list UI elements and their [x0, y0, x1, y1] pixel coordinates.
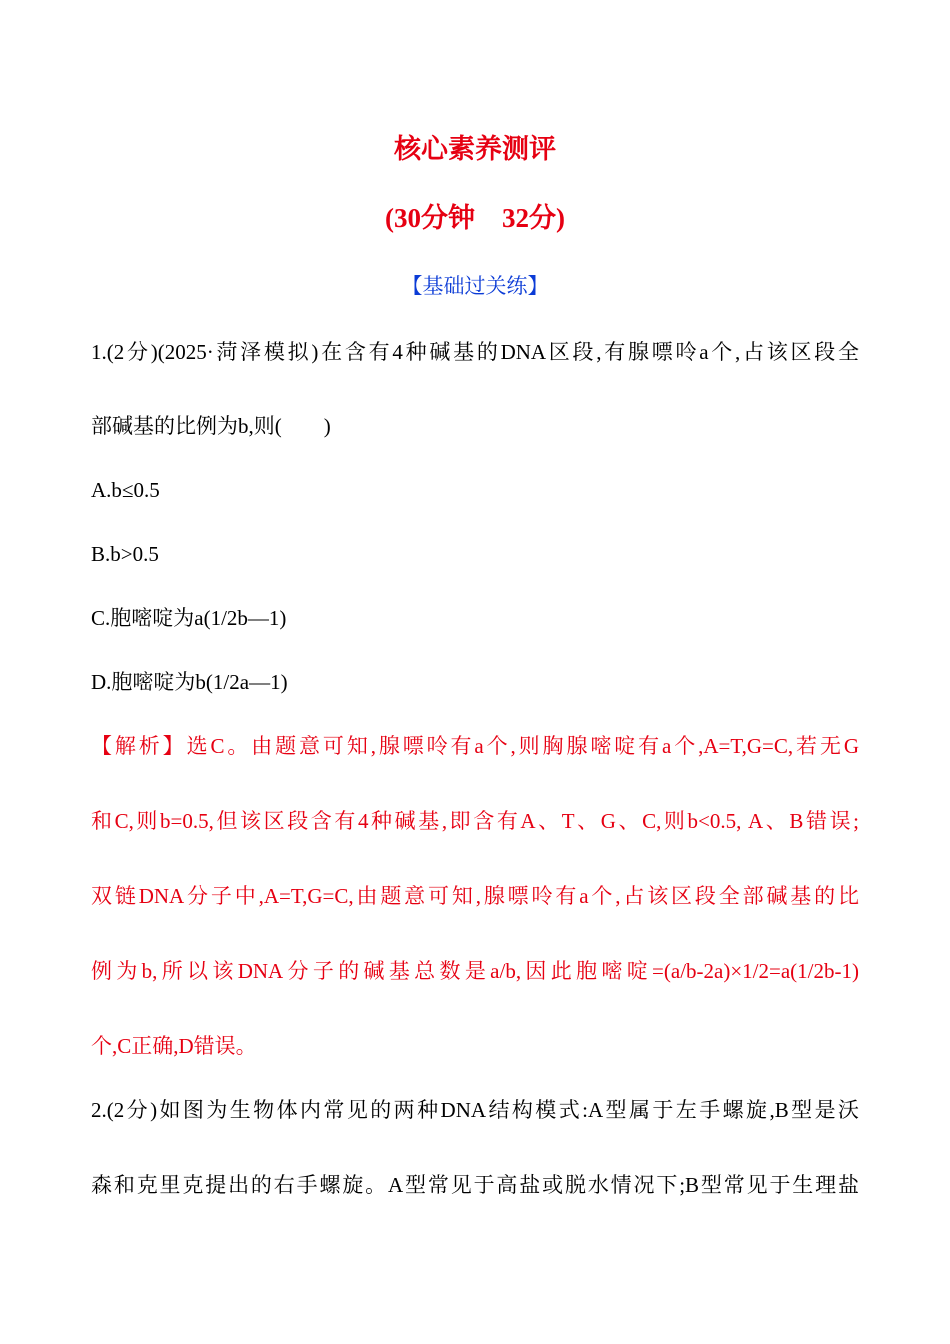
q1-option-c: C.胞嘧啶为a(1/2b—1)	[91, 606, 287, 630]
q1-option-a: A.b≤0.5	[91, 478, 160, 502]
page-subtitle: (30分钟 32分)	[385, 203, 565, 233]
q1-option-b: B.b>0.5	[91, 542, 159, 566]
q1-stem-line-2: 部碱基的比例为b,则( )	[91, 414, 331, 438]
q1-analysis-line-5: 个,C正确,D错误。	[91, 1034, 257, 1058]
q2-stem-line-2: 森和克里克提出的右手螺旋。A型常见于高盐或脱水情况下;B型常见于生理盐	[91, 1173, 859, 1197]
q1-analysis-line-4: 例为b,所以该DNA分子的碱基总数是a/b,因此胞嘧啶=(a/b-2a)×1/2=a(1/2b-1)	[91, 959, 859, 983]
page-title: 核心素养测评	[394, 134, 556, 164]
section-heading: 【基础过关练】	[401, 274, 549, 298]
q1-analysis-line-1: 【解析】选C。由题意可知,腺嘌呤有a个,则胸腺嘧啶有a个,A=T,G=C,若无G	[91, 734, 859, 758]
q1-analysis-line-3: 双链DNA分子中,A=T,G=C,由题意可知,腺嘌呤有a个,占该区段全部碱基的比	[91, 884, 859, 908]
q1-analysis-line-2: 和C,则b=0.5,但该区段含有4种碱基,即含有A、T、G、C,则b<0.5, A、B错误;	[91, 809, 859, 833]
q1-option-d: D.胞嘧啶为b(1/2a—1)	[91, 670, 288, 694]
q1-stem-line-1: 1.(2分)(2025·菏泽模拟)在含有4种碱基的DNA区段,有腺嘌呤a个,占该区段全	[91, 340, 859, 364]
q2-stem-line-1: 2.(2分)如图为生物体内常见的两种DNA结构模式:A型属于左手螺旋,B型是沃	[91, 1098, 859, 1122]
